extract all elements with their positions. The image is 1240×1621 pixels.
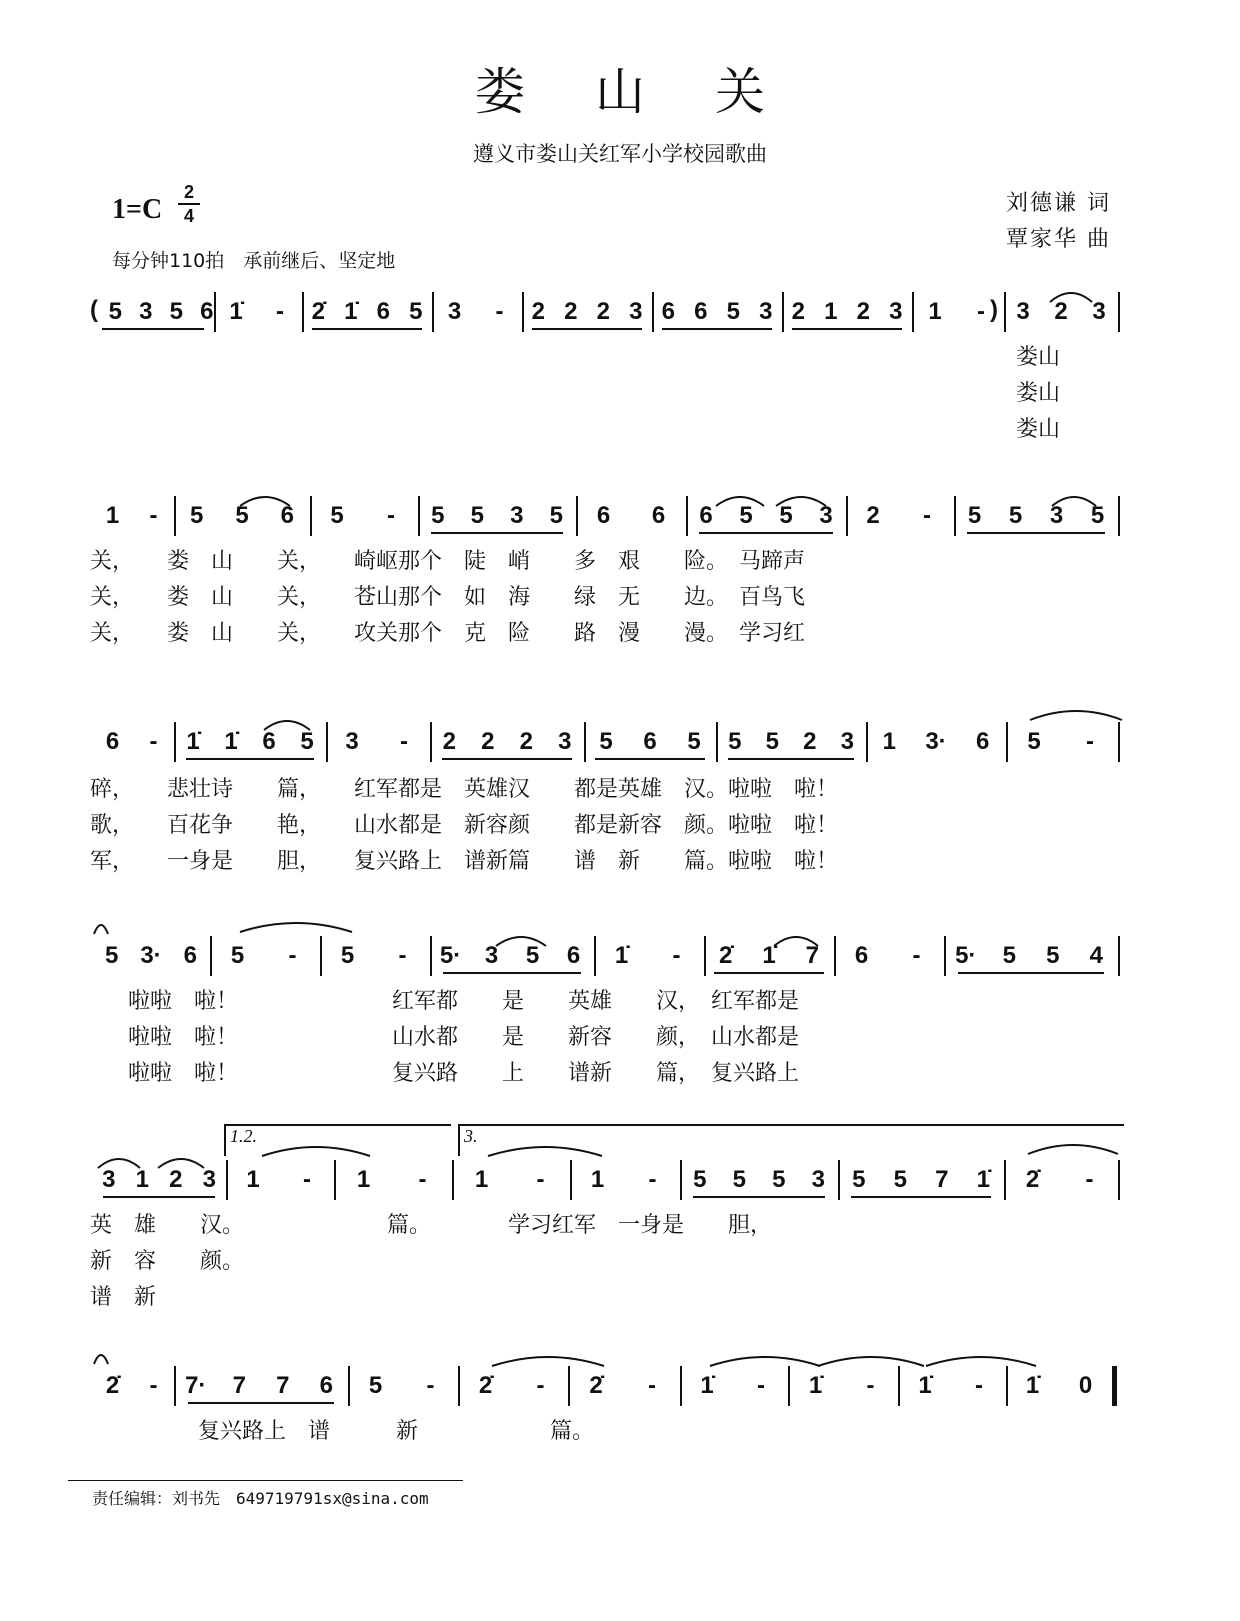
lyric-row4-v3: 啦啦 啦！ 复兴路 上 谱新 篇， 复兴路上 [128,1061,800,1086]
jianpu-note: 5 [470,502,484,529]
jianpu-note: 1̇ [614,942,629,969]
jianpu-note: - [977,298,985,325]
slur-arc [1030,711,1122,720]
jianpu-note: 5 [726,298,740,325]
lyric-row5-v1: 英 雄 汉。 篇。 学习红军 一身是 胆， [90,1213,773,1238]
jianpu-note: 1̇ [700,1372,714,1399]
jianpu-note: 5 [230,942,245,969]
jianpu-note: 5 [772,1166,786,1193]
jianpu-note: 5 [235,502,249,529]
jianpu-note: 2̇ [311,298,325,325]
jianpu-note: 5 [104,942,119,969]
editor-credit: 责任编辑：刘书先 649719791sx@sina.com [92,1489,429,1508]
jianpu-note: 5 [967,502,982,529]
slur-arc [240,923,352,932]
jianpu-note: 5· [955,942,977,969]
jianpu-note: - [672,942,681,969]
slur-arc [262,1147,370,1156]
footer-divider [68,1480,463,1481]
jianpu-note: - [1086,728,1094,755]
jianpu-note: 4 [1089,942,1103,969]
lyric-row6-v1: 复兴路上 谱 新 篇。 [198,1419,595,1444]
jianpu-note: 0 [1078,1372,1093,1399]
jianpu-note: 1̇ [808,1372,823,1399]
jianpu-note: - [975,1372,983,1399]
jianpu-note: 5 [549,502,563,529]
jianpu-note: 7 [232,1372,246,1399]
lyric-row4-v2: 啦啦 啦！ 山水都 是 新容 颜， 山水都是 [128,1025,800,1050]
jianpu-note: 6 [319,1372,333,1399]
jianpu-note: 6 [566,942,581,969]
jianpu-note: 3 [345,728,359,755]
jianpu-note: 5 [300,728,314,755]
lyric-row1-v2: 娄山 [1016,381,1061,406]
song-subtitle: 遵义市娄山关红军小学校园歌曲 [473,142,767,166]
jianpu-note: 2̇ [1025,1166,1040,1193]
jianpu-note: 2̇ [478,1372,493,1399]
jianpu-note: - [536,1372,545,1399]
slur-arc [98,1159,140,1168]
jianpu-note: 2 [596,298,610,325]
slur-arc [488,1147,602,1156]
jianpu-note: 1̇ [224,728,238,755]
lyric-row1-v3: 娄山 [1016,417,1061,442]
slur-arc [496,937,546,946]
jianpu-note: 1 [474,1166,489,1193]
jianpu-note: - [648,1166,657,1193]
jianpu-note: - [288,942,297,969]
slur-arc [94,1355,108,1364]
jianpu-note: - [418,1166,427,1193]
jianpu-note: 1 [824,298,838,325]
jianpu-note: 3 [629,298,643,325]
volta-label-1: 1.2. [230,1126,257,1146]
jianpu-note: - [303,1166,311,1193]
jianpu-note: 2̇ [718,942,733,969]
jianpu-note: 6 [262,728,276,755]
jianpu-note: 5 [1002,942,1016,969]
slur-arc [774,937,818,946]
jianpu-note: 1̇ [344,298,358,325]
lyric-row5-v3: 谱 新 [90,1285,157,1310]
jianpu-note: 6 [105,728,120,755]
lyric-row2-v1: 关， 娄 山 关， 崎岖那个 陡 峭 多 艰 险。 马蹄声 [90,549,806,574]
jianpu-note: - [536,1166,545,1193]
lyric-row4-v1: 啦啦 啦！ 红军都 是 英雄 汉， 红军都是 [128,989,800,1014]
jianpu-note: 7 [805,942,820,969]
jianpu-note: 2̇ [105,1372,120,1399]
lyric-row2-v3: 关， 娄 山 关， 攻关那个 克 险 路 漫 漫。 学习红 [90,621,806,646]
jianpu-note: - [866,1372,875,1399]
jianpu-note: 5 [687,728,701,755]
jianpu-note: 2 [803,728,817,755]
jianpu-note: 6 [200,298,214,325]
jianpu-note: 6 [651,502,666,529]
jianpu-note: 5 [1008,502,1023,529]
slur-arc [710,1357,820,1366]
jianpu-note: 2 [519,728,533,755]
jianpu-note: 2 [866,502,880,529]
jianpu-note: 5 [693,1166,707,1193]
intro-open-paren: ( [90,296,98,323]
jianpu-note: 1 [928,298,942,325]
jianpu-note: 5 [368,1372,383,1399]
jianpu-note: 3 [889,298,903,325]
jianpu-note: 5 [739,502,753,529]
jianpu-note: 5 [409,298,423,325]
jianpu-note: 1̇ [762,942,776,969]
jianpu-note: - [1085,1166,1094,1193]
jianpu-note: 7 [935,1166,949,1193]
jianpu-note: 3 [1092,298,1106,325]
jianpu-note: 5 [108,298,122,325]
jianpu-note: - [923,502,931,529]
jianpu-note: - [400,728,408,755]
slur-arc [264,721,310,730]
jianpu-note: 2 [791,298,805,325]
jianpu-note: 6 [694,298,708,325]
slur-arc [158,1159,204,1168]
jianpu-note: 3 [139,298,153,325]
slur-arc [1028,1145,1118,1154]
jianpu-note: 3 [1049,502,1064,529]
jianpu-note: - [495,298,504,325]
jianpu-note: 3 [484,942,499,969]
jianpu-note: 1̇ [1025,1372,1040,1399]
jianpu-note: 6 [975,728,990,755]
jianpu-note: 3 [447,298,462,325]
jianpu-note: 1 [356,1166,371,1193]
jianpu-note: 5 [189,502,204,529]
jianpu-note: 6 [376,298,390,325]
tempo-marking: 每分钟110拍 承前继后、坚定地 [112,250,396,272]
jianpu-note: 5 [169,298,183,325]
jianpu-note: 1̇ [186,728,200,755]
time-signature-top: 2 [183,182,194,202]
jianpu-note: 2 [442,728,456,755]
jianpu-note: 2 [1054,298,1068,325]
lyric-row1-v1: 娄山 [1016,345,1061,370]
jianpu-note: 5 [728,728,742,755]
jianpu-note: 3 [202,1166,216,1193]
jianpu-note: 1 [105,502,120,529]
jianpu-note: 3 [819,502,833,529]
slur-arc [1050,293,1092,302]
jianpu-note: 3 [102,1166,116,1193]
jianpu-note: 7· [185,1372,207,1399]
jianpu-note: 5 [1046,942,1060,969]
jianpu-note: 5 [893,1166,907,1193]
jianpu-note: 2 [169,1166,183,1193]
jianpu-note: 3· [925,728,947,755]
jianpu-note: 5· [439,942,462,969]
jianpu-note: 3 [811,1166,825,1193]
jianpu-note: 5 [765,728,779,755]
jianpu-note: 6 [183,942,198,969]
jianpu-note: 6 [643,728,657,755]
intro-close-paren: ) [990,296,998,323]
jianpu-note: - [912,942,921,969]
slur-arc [94,925,108,934]
jianpu-note: 3· [140,942,162,969]
jianpu-note: 3 [1016,298,1030,325]
jianpu-note: - [398,942,407,969]
jianpu-note: 1̇ [918,1372,932,1399]
jianpu-note: 6 [699,502,713,529]
jianpu-note: 5 [599,728,613,755]
jianpu-note: - [387,502,395,529]
jianpu-note: 3 [840,728,854,755]
lyric-row2-v2: 关， 娄 山 关， 苍山那个 如 海 绿 无 边。 百鸟飞 [90,585,806,610]
jianpu-note: - [757,1372,765,1399]
jianpu-note: 5 [525,942,540,969]
jianpu-note: - [426,1372,435,1399]
jianpu-note: 3 [510,502,524,529]
song-title: 娄山关 [475,63,835,121]
slur-arc [1052,497,1096,506]
jianpu-note: 7 [276,1372,290,1399]
jianpu-note: - [149,502,158,529]
slur-arc [492,1357,604,1366]
jianpu-note: 6 [661,298,675,325]
slur-arc [240,497,290,506]
jianpu-note: - [648,1372,656,1399]
jianpu-note: 6 [854,942,869,969]
jianpu-note: 2 [564,298,578,325]
jianpu-note: 1̇ [229,298,243,325]
slur-arc [926,1357,1036,1366]
jianpu-note: 1 [246,1166,260,1193]
lyric-row3-v3: 军， 一身是 胆， 复兴路上 谱新篇 谱 新 篇。啦啦 啦！ [90,849,839,874]
jianpu-note: - [276,298,284,325]
jianpu-note: 2 [856,298,870,325]
jianpu-note: - [149,1372,158,1399]
slur-arc [776,497,826,506]
jianpu-note: 5 [732,1166,746,1193]
jianpu-note: 5 [1027,728,1041,755]
lyric-row3-v2: 歌， 百花争 艳， 山水都是 新容颜 都是新容 颜。啦啦 啦！ [90,813,839,838]
jianpu-note: 5 [779,502,793,529]
slur-arc [716,497,764,506]
jianpu-note: - [149,728,158,755]
jianpu-note: 3 [759,298,773,325]
jianpu-note: 5 [431,502,445,529]
key-signature: 1=C [112,194,163,225]
jianpu-note: 5 [1090,502,1105,529]
jianpu-note: 1 [590,1166,605,1193]
jianpu-note: 2̇ [589,1372,603,1399]
jianpu-note: 2 [531,298,545,325]
jianpu-note: 6 [596,502,611,529]
composer-credit: 覃家华 曲 [1006,227,1111,252]
jianpu-note: 1 [882,728,897,755]
jianpu-note: 1̇ [976,1166,990,1193]
jianpu-note: 1 [135,1166,149,1193]
jianpu-note: 6 [280,502,295,529]
jianpu-note: 5 [340,942,355,969]
slur-arc [818,1357,924,1366]
lyric-row5-v2: 新 容 颜。 [90,1249,245,1274]
jianpu-note: 5 [852,1166,866,1193]
time-signature-bottom: 4 [183,206,194,226]
lyric-row3-v1: 碎， 悲壮诗 篇， 红军都是 英雄汉 都是英雄 汉。啦啦 啦！ [90,777,839,802]
jianpu-note: 5 [330,502,344,529]
lyricist-credit: 刘德谦 词 [1006,191,1111,216]
jianpu-note: 3 [558,728,572,755]
volta-label-2: 3. [464,1126,478,1146]
jianpu-note: 2 [481,728,495,755]
